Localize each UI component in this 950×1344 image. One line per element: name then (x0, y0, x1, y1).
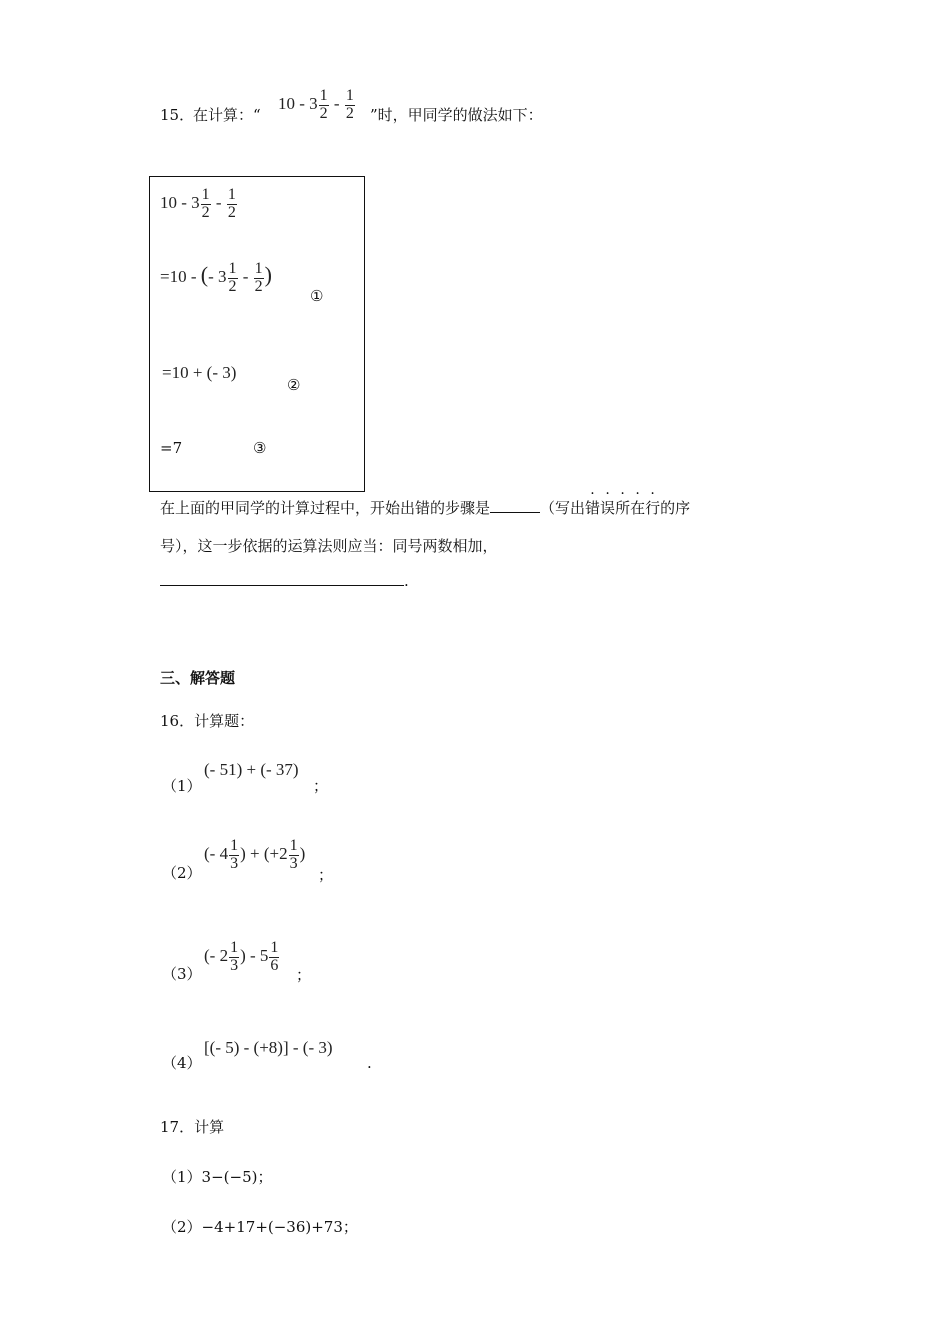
q15-question-line-2: 号），这一步依据的运算法则应当：同号两数相加， (160, 537, 498, 555)
q15-question-line-1: 在上面的甲同学的计算过程中，开始出错的步骤是 （写出错误所在行的序 (160, 499, 691, 517)
q16-2-label: （2） (162, 864, 202, 882)
work-box (149, 176, 365, 492)
q15-prefix: 在计算：“ (193, 106, 261, 124)
step-mark-3: ③ (253, 439, 267, 457)
work-line-3: =7 (160, 439, 183, 457)
step-mark-2: ② (287, 376, 301, 394)
q16-1-end: ； (313, 777, 329, 795)
q15-expr-a: 10 - 3 (278, 94, 318, 114)
q16-3-label: （3） (162, 965, 202, 983)
q17-2: （2）−4+17+(−36)+73； (162, 1218, 358, 1236)
step-mark-1: ① (310, 287, 324, 305)
q15-inline-expression: 10 - 3 $\frac{1}{2}$ - $\frac{1}{2}$ (278, 87, 354, 122)
answer-blank-step[interactable] (490, 498, 540, 513)
q15-fraction-2: $\frac{1}{2}$ (345, 87, 354, 122)
q15-suffix: ”时，甲同学的做法如下： (370, 106, 543, 124)
q16-1-expression: (- 51) + (- 37) (204, 760, 299, 779)
q16-3-end: ； (296, 966, 312, 984)
q16-3-expression: (- 2 $\frac{1}{3}$ ) - 5 $\frac{1}{6}$ (204, 939, 279, 974)
q16-4-label: （4） (162, 1054, 202, 1072)
work-line-2: =10 + (- 3) (162, 363, 237, 382)
q16-4-end: . (367, 1054, 372, 1072)
work-line-1: =10 - (- 3 $\frac{1}{2}$ - $\frac{1}{2}$ ) (160, 260, 272, 295)
q17-title: 17．计算 (160, 1118, 225, 1136)
q15-number: 15． (160, 106, 195, 124)
q16-title: 16．计算题： (160, 712, 255, 730)
q15-question-line-3: . (160, 571, 409, 590)
answer-blank-rule[interactable] (160, 571, 404, 586)
section-3-title: 三、解答题 (160, 669, 236, 687)
q16-2-expression: (- 4 $\frac{1}{3}$ ) + (+2 $\frac{1}{3}$ ) (204, 837, 306, 872)
q15-fraction-1: $\frac{1}{2}$ (319, 87, 328, 122)
q16-1-label: （1） (162, 777, 202, 795)
work-line-0: 10 - 3 $\frac{1}{2}$ - $\frac{1}{2}$ (160, 186, 236, 221)
q16-4-expression: [(- 5) - (+8)] - (- 3) (204, 1038, 333, 1057)
q17-1: （1）3−(−5)； (162, 1168, 273, 1186)
q16-2-end: ； (318, 866, 334, 884)
